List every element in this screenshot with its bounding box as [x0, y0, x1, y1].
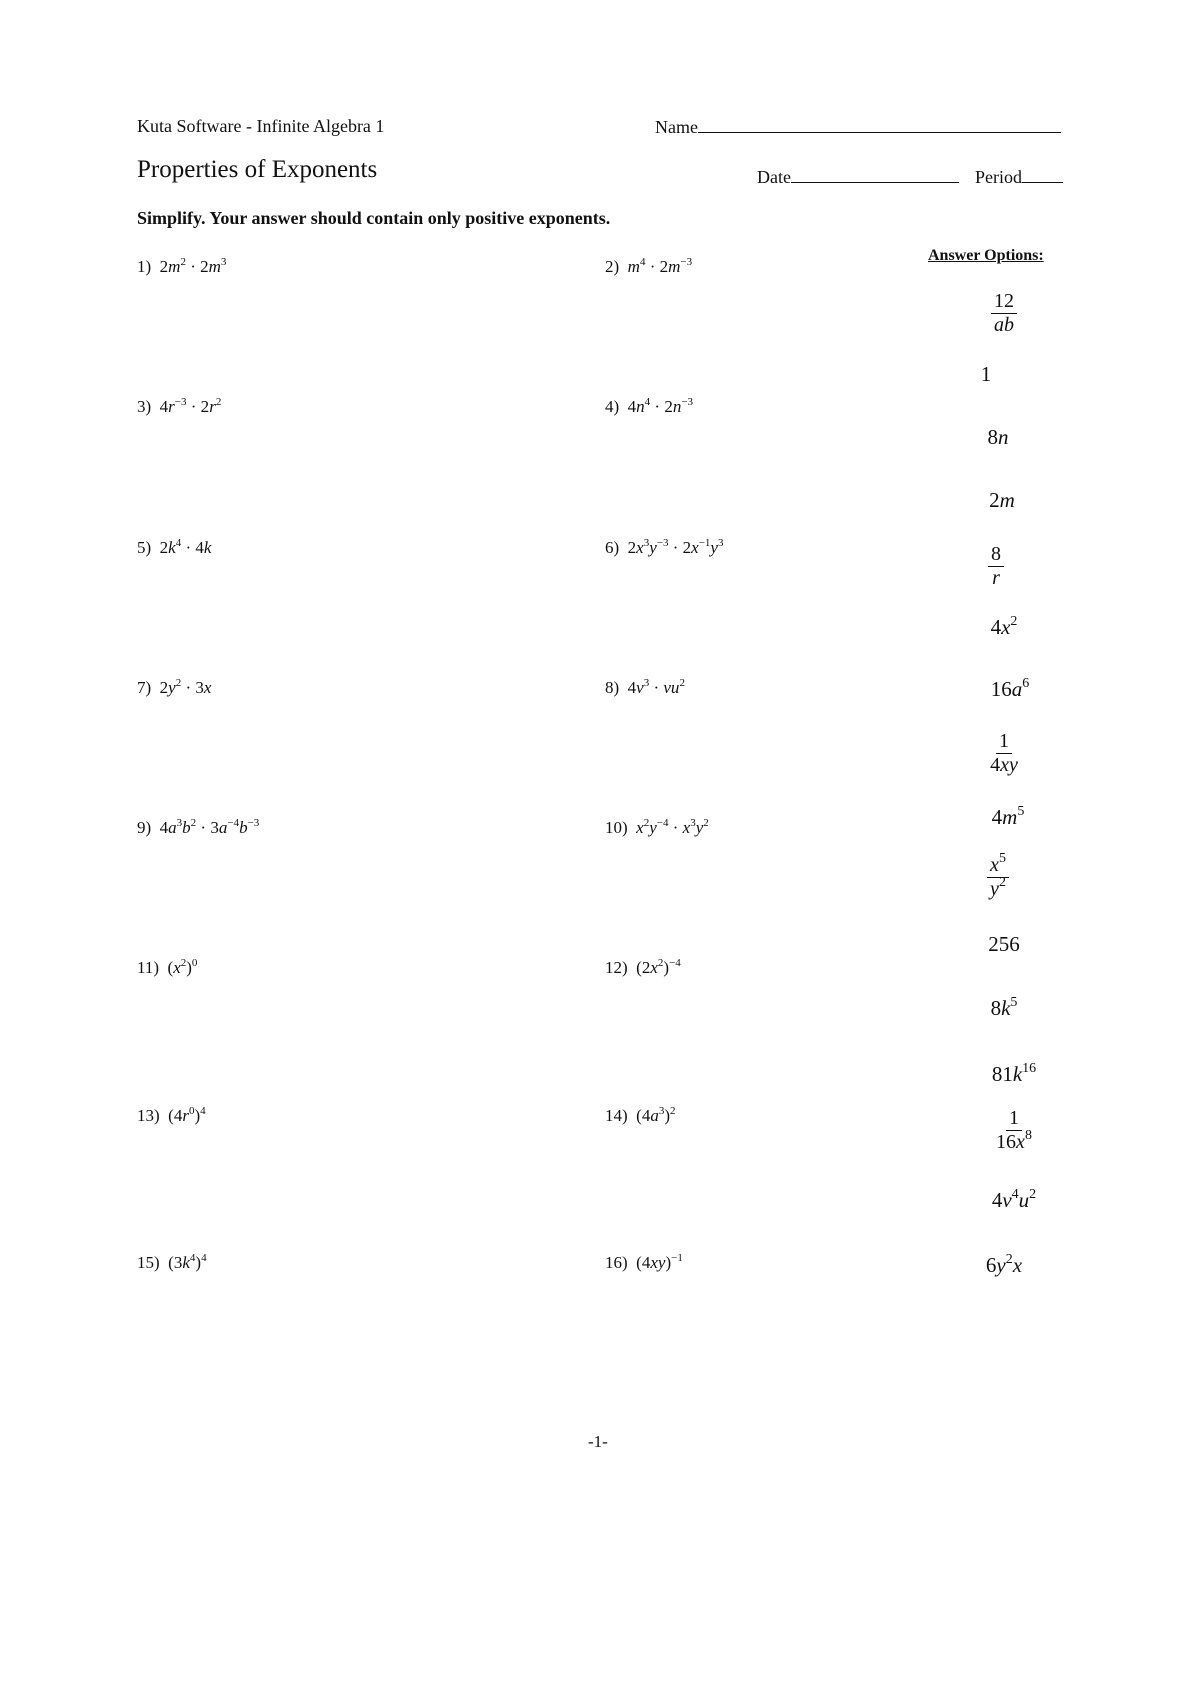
problem-13: 13) $(4r^0)^4$ — [137, 1105, 206, 1125]
problem-10: 10) $x^2y^{-4} \cdot x^3y^2$ — [605, 817, 709, 837]
period-label: Period — [975, 167, 1022, 187]
page-number: -1- — [588, 1432, 608, 1451]
answer-option: 8n — [987, 425, 1009, 449]
problem-4: 4) $4n^4 \cdot 2n^{-3}$ — [605, 396, 694, 416]
answer-option: $6y^2x$ — [985, 1252, 1023, 1277]
problem-15: 15) $(3k^4)^4$ — [137, 1252, 207, 1272]
problem-6: 6) $2x^3y^{-3} \cdot 2x^{-1}y^3$ — [605, 537, 724, 557]
answer-option: 256 — [988, 932, 1020, 956]
problem-9: 9) $4a^3b^2 \cdot 3a^{-4}b^{-3}$ — [137, 817, 260, 837]
answer-option: $\frac{1}{16x^8}$ — [996, 1107, 1032, 1153]
page-title: Properties of Exponents — [137, 156, 378, 183]
answer-option: 2m — [989, 488, 1015, 512]
problem-7: 7) $2y^2 \cdot 3x$ — [137, 677, 212, 697]
problem-11: 11) $(x^2)^0$ — [137, 957, 198, 977]
period-blank[interactable] — [1022, 166, 1063, 183]
problem-14: 14) $(4a^3)^2$ — [605, 1105, 676, 1125]
publisher-line: Kuta Software - Infinite Algebra 1 — [137, 116, 385, 136]
name-label: Name — [655, 117, 698, 137]
problem-16: 16) $(4xy)^{-1}$ — [605, 1252, 683, 1272]
answer-option: $81k^{16}$ — [991, 1061, 1037, 1086]
answer-option: $\frac{8}{r}$ — [936, 541, 1056, 589]
problem-12: 12) $(2x^2)^{-4}$ — [605, 957, 681, 977]
name-field[interactable] — [655, 116, 1061, 138]
instructions: Simplify. Your answer should contain only positive exponents. — [137, 208, 611, 228]
answer-option: $16a^6$ — [990, 676, 1030, 701]
answer-option: $4m^5$ — [991, 804, 1025, 829]
problem-2: 2) $m^4 \cdot 2m^{-3}$ — [605, 256, 693, 276]
answer-option: $\frac{x^5}{y^2}$ — [938, 852, 1058, 900]
answer-option: $4v^4u^2$ — [991, 1187, 1037, 1212]
date-blank[interactable] — [791, 166, 959, 183]
problem-5: 5) $2k^4 \cdot 4k$ — [137, 537, 212, 557]
date-label: Date — [757, 167, 791, 187]
problem-1: 1) $2m^2 \cdot 2m^3$ — [137, 256, 227, 276]
answer-option: $4x^2$ — [990, 614, 1018, 639]
answer-option: $\frac{12}{ab}$ — [944, 288, 1064, 336]
problem-8: 8) $4v^3 \cdot vu^2$ — [605, 677, 685, 697]
name-blank[interactable] — [698, 116, 1061, 133]
problem-3: 3) $4r^{-3} \cdot 2r^2$ — [137, 396, 222, 416]
answer-option: 1 — [980, 362, 992, 386]
period-field[interactable] — [975, 166, 1063, 188]
answer-options-heading: Answer Options: — [928, 247, 1044, 264]
date-field[interactable] — [757, 166, 959, 188]
answer-option: $8k^5$ — [990, 995, 1018, 1020]
answer-option: $\frac{1}{4xy}$ — [990, 730, 1018, 776]
